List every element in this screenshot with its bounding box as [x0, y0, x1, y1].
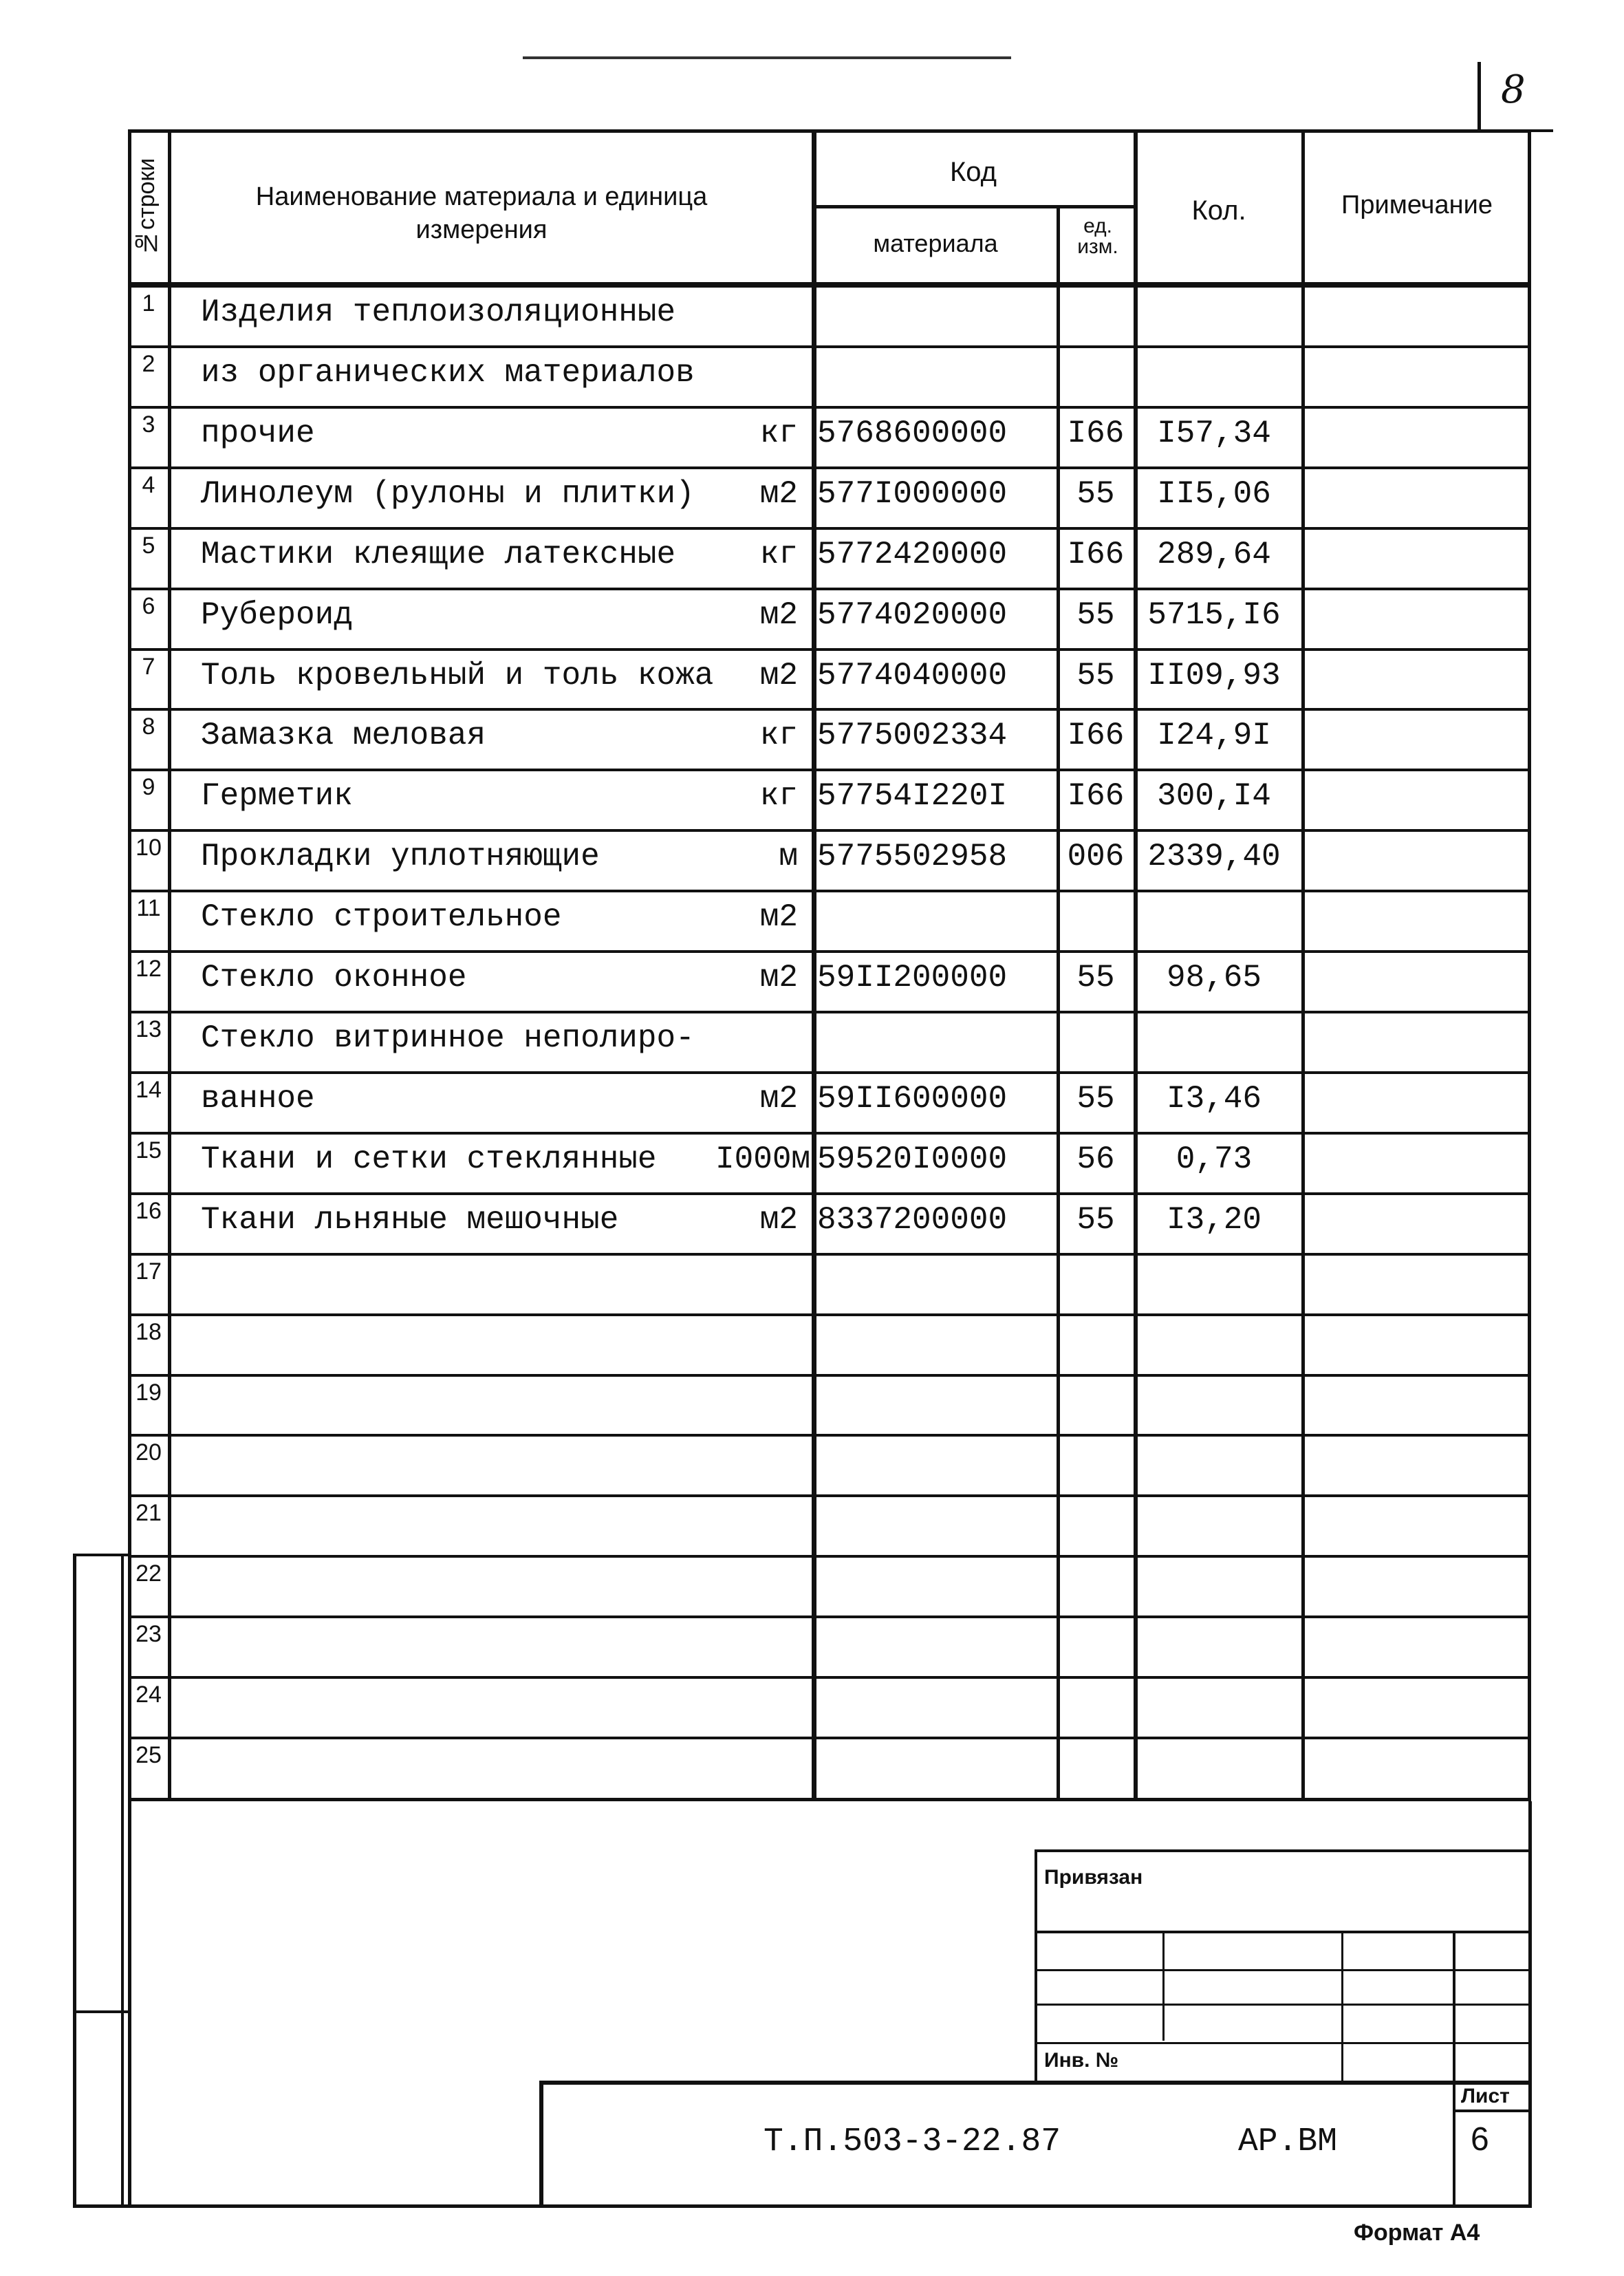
top-scan-line: [523, 56, 1011, 59]
material-name: Линолеум (рулоны и плитки): [201, 476, 695, 512]
unit-code: 55: [1076, 658, 1115, 694]
frame-left: [128, 1801, 131, 2207]
row-divider: [131, 588, 1530, 590]
material-code: 5775502958: [817, 839, 1008, 874]
doc-section: АР.ВМ: [1238, 2123, 1338, 2160]
frame-bottom: [73, 2204, 1532, 2208]
tb-col-2: [1341, 1931, 1343, 2081]
unit-code: I66: [1067, 718, 1125, 753]
row-number: 3: [142, 411, 155, 438]
material-name: из органических материалов: [201, 355, 695, 391]
row-divider: [131, 1071, 1530, 1074]
tb-line-1: [1035, 1931, 1530, 1933]
tb-top: [1035, 1849, 1530, 1852]
material-unit: м2: [759, 960, 798, 996]
tb-line-4: [1035, 2042, 1530, 2044]
sheet-number: 6: [1471, 2121, 1489, 2158]
row-number: 6: [142, 593, 155, 619]
row-number: 23: [136, 1621, 162, 1647]
row-divider: [131, 1555, 1530, 1558]
col-line-qty: [1301, 129, 1305, 1801]
row-divider: [131, 1494, 1530, 1497]
quantity: I3,46: [1166, 1081, 1262, 1117]
row-number: 10: [136, 835, 162, 861]
binding-inner-line: [121, 1554, 124, 2207]
row-number: 19: [136, 1379, 162, 1406]
row-divider: [131, 829, 1530, 832]
header-unit-code: ед. изм.: [1077, 215, 1118, 258]
quantity: I3,20: [1166, 1202, 1262, 1238]
material-code: 5772420000: [817, 537, 1008, 572]
material-name: Толь кровельный и толь кожа: [201, 658, 714, 694]
quantity: 5715,I6: [1147, 597, 1281, 633]
row-divider: [131, 1434, 1530, 1437]
row-divider: [131, 1253, 1530, 1256]
tb-inv-no-label: Инв. №: [1044, 2049, 1119, 2072]
material-name: Ткани льняные мешочные: [201, 1202, 619, 1238]
row-divider: [131, 527, 1530, 530]
quantity: I24,9I: [1157, 718, 1271, 753]
row-number: 15: [136, 1137, 162, 1163]
row-divider: [131, 1132, 1530, 1135]
header-code: Код: [949, 157, 997, 187]
row-number: 5: [142, 533, 155, 559]
material-unit: кг: [759, 416, 798, 451]
material-unit: кг: [759, 718, 798, 753]
material-name: Мастики клеящие латексные: [201, 537, 676, 572]
stamp-sheet-split: [1453, 2109, 1530, 2112]
header-row-number: №строки: [133, 158, 160, 257]
header-note: Примечание: [1341, 191, 1493, 219]
tb-line-3: [1035, 2004, 1530, 2006]
unit-code: 55: [1076, 1081, 1115, 1117]
header-qty: Кол.: [1191, 195, 1246, 226]
row-divider: [131, 1011, 1530, 1013]
material-unit: м2: [759, 658, 798, 694]
row-number: 14: [136, 1077, 162, 1103]
row-divider: [131, 1192, 1530, 1195]
material-name: Изделия теплоизоляционные: [201, 294, 676, 330]
tb-col-3: [1453, 1931, 1455, 2206]
unit-code: I66: [1067, 537, 1125, 572]
unit-code: 55: [1076, 597, 1115, 633]
material-code: 5774040000: [817, 658, 1008, 694]
stamp-left: [539, 2081, 543, 2206]
material-name: Стекло витринное неполиро-: [201, 1020, 695, 1056]
row-divider: [131, 950, 1530, 953]
row-divider: [131, 406, 1530, 409]
material-name: Герметик: [201, 778, 353, 814]
quantity: I57,34: [1157, 416, 1271, 451]
row-number: 2: [142, 351, 155, 377]
row-number: 24: [136, 1682, 162, 1708]
material-code: 57754I220I: [817, 778, 1008, 814]
quantity: II09,93: [1147, 658, 1281, 694]
binding-top-line: [73, 1554, 129, 1556]
row-number: 16: [136, 1198, 162, 1224]
row-divider: [131, 1737, 1530, 1739]
row-divider: [131, 648, 1530, 651]
row-divider: [131, 1313, 1530, 1316]
row-number: 9: [142, 774, 155, 800]
page-number: 8: [1501, 67, 1526, 112]
material-name: прочие: [201, 416, 315, 451]
material-name: Прокладки уплотняющие: [201, 839, 600, 874]
header-material: материала: [873, 229, 998, 257]
stamp-top: [539, 2081, 1530, 2085]
material-name: Замазка меловая: [201, 718, 486, 753]
col-line-name: [812, 129, 816, 1801]
material-unit: м2: [759, 1081, 798, 1117]
material-unit: м: [779, 839, 798, 874]
unit-code: 56: [1076, 1141, 1115, 1177]
header-name: Наименование материала и единица измерения: [255, 182, 708, 244]
row-divider: [131, 466, 1530, 469]
material-code: 577I000000: [817, 476, 1008, 512]
format-label: Формат А4: [1354, 2220, 1480, 2246]
material-unit: м2: [759, 476, 798, 512]
doc-code: Т.П.503-3-22.87: [764, 2123, 1061, 2160]
row-divider: [131, 1374, 1530, 1377]
col-line-rownum: [168, 129, 171, 1801]
quantity: 0,73: [1176, 1141, 1253, 1177]
header-bottom-line: [128, 282, 1531, 288]
row-divider: [131, 1615, 1530, 1618]
row-number: 7: [142, 654, 155, 680]
row-number: 1: [142, 290, 155, 316]
material-code: 8337200000: [817, 1202, 1008, 1238]
tb-attached-label: Привязан: [1044, 1866, 1143, 1889]
row-number: 12: [136, 956, 162, 982]
material-unit: I000м: [715, 1141, 811, 1177]
binding-mid-line: [73, 2010, 129, 2013]
material-name: Стекло строительное: [201, 899, 562, 935]
quantity: 289,64: [1157, 537, 1271, 572]
row-divider: [131, 708, 1530, 711]
row-number: 13: [136, 1016, 162, 1042]
code-header-split: [812, 205, 1135, 208]
unit-code: I66: [1067, 778, 1125, 814]
row-divider: [131, 890, 1530, 892]
row-divider: [131, 769, 1530, 771]
tb-left: [1035, 1849, 1037, 2081]
row-number: 25: [136, 1742, 162, 1768]
row-number: 11: [136, 895, 161, 921]
row-number: 18: [136, 1319, 162, 1345]
page-number-divider: [1477, 62, 1481, 131]
material-name: ванное: [201, 1081, 315, 1117]
row-number: 20: [136, 1439, 162, 1466]
material-name: Стекло оконное: [201, 960, 467, 996]
row-number: 17: [136, 1258, 162, 1285]
material-code: 59II200000: [817, 960, 1008, 996]
material-name: Рубероид: [201, 597, 353, 633]
tb-line-2: [1035, 1969, 1530, 1971]
material-code: 5775002334: [817, 718, 1008, 753]
unit-code: 55: [1076, 960, 1115, 996]
quantity: 98,65: [1166, 960, 1262, 996]
sheet-label: Лист: [1461, 2085, 1510, 2107]
material-code: 59II600000: [817, 1081, 1008, 1117]
quantity: 2339,40: [1147, 839, 1281, 874]
material-unit: м2: [759, 899, 798, 935]
unit-code: I66: [1067, 416, 1125, 451]
binding-outer-line: [73, 1554, 76, 2207]
row-number: 8: [142, 713, 155, 740]
unit-code: 55: [1076, 476, 1115, 512]
material-unit: кг: [759, 778, 798, 814]
row-number: 4: [142, 472, 155, 498]
row-divider: [131, 1676, 1530, 1679]
material-unit: кг: [759, 537, 798, 572]
row-number: 22: [136, 1560, 162, 1587]
material-unit: м2: [759, 597, 798, 633]
quantity: II5,06: [1157, 476, 1271, 512]
unit-code: 55: [1076, 1202, 1115, 1238]
unit-code: 006: [1067, 839, 1125, 874]
material-code: 59520I0000: [817, 1141, 1008, 1177]
quantity: 300,I4: [1157, 778, 1271, 814]
row-number: 21: [136, 1500, 162, 1526]
material-name: Ткани и сетки стеклянные: [201, 1141, 657, 1177]
material-code: 5774020000: [817, 597, 1008, 633]
row-divider: [131, 345, 1530, 348]
material-code: 5768600000: [817, 416, 1008, 451]
material-unit: м2: [759, 1202, 798, 1238]
tb-col-1: [1162, 1931, 1165, 2041]
